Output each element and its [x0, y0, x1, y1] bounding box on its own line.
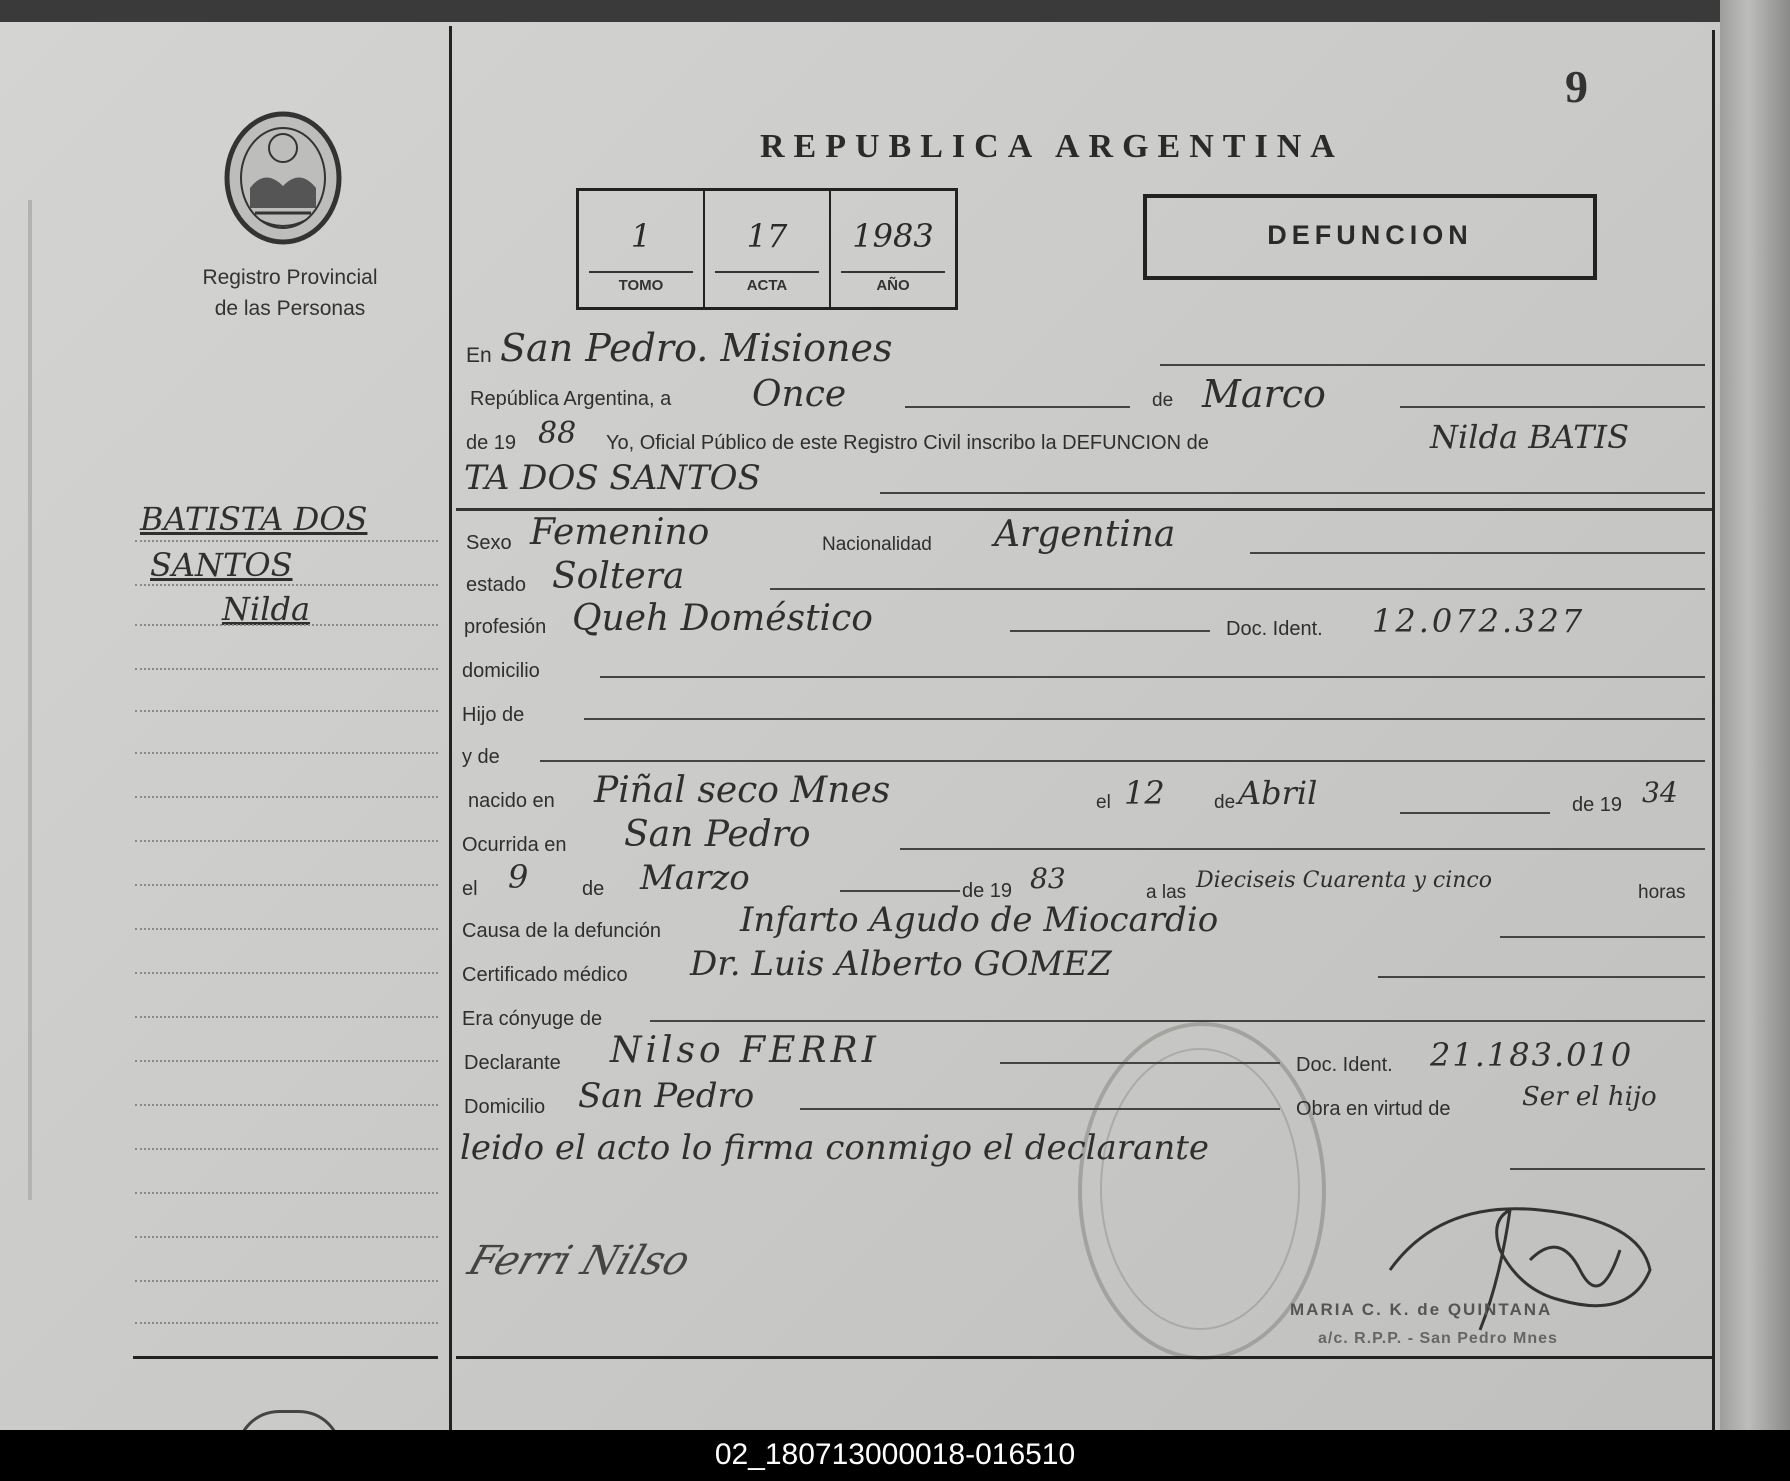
- stub-surname-1: BATISTA DOS: [140, 500, 368, 538]
- death-year-suffix: 83: [1030, 862, 1066, 895]
- label-causa: Causa de la defunción: [462, 920, 662, 942]
- birth-year-suffix: 34: [1642, 776, 1678, 809]
- cause-of-death: Infarto Agudo de Miocardio: [740, 900, 1219, 940]
- registry-box: [576, 188, 958, 310]
- anio-cell: [831, 191, 955, 307]
- sex-value: Femenino: [530, 512, 710, 553]
- book-edge: [1720, 0, 1790, 1430]
- birth-day-value: 12: [1124, 774, 1165, 812]
- anio-value: 1983: [852, 217, 934, 255]
- record-type-box: [1143, 194, 1597, 280]
- label-el-nacido: el: [1096, 792, 1111, 813]
- label-oficial: Yo, Oficial Público de este Registro Civil inscribo la DEFUNCION de: [606, 432, 1209, 454]
- page-fold: [28, 200, 32, 1200]
- label-de-nacido: de: [1214, 792, 1236, 813]
- folio-number: 9: [1565, 61, 1588, 112]
- image-caption: 02_180713000018-016510: [714, 1438, 1076, 1471]
- right-border: [1712, 30, 1715, 1430]
- next-page-crest-icon: [236, 1410, 342, 1430]
- place-of-death: San Pedro: [624, 814, 811, 855]
- birth-month-value: Abril: [1238, 774, 1318, 812]
- tomo-label: TOMO: [618, 277, 664, 294]
- profession-value: Queh Doméstico: [572, 598, 873, 639]
- officer-role: a/c. R.P.P. - San Pedro Mnes: [1318, 1330, 1558, 1347]
- place-of-registration: San Pedro. Misiones: [500, 326, 893, 370]
- label-de-19-def: de 19: [962, 880, 1013, 902]
- office-line-2: de las Personas: [214, 297, 366, 320]
- image-caption-bar: [0, 1430, 1790, 1481]
- label-hijo-de: Hijo de: [462, 704, 525, 726]
- month-of-registration: Marco: [1202, 372, 1326, 416]
- nationality-value: Argentina: [994, 514, 1176, 555]
- label-de-mes: de: [1152, 390, 1174, 411]
- certifying-doctor: Dr. Luis Alberto GOMEZ: [690, 944, 1112, 984]
- declarant-name: Nilso FERRI: [610, 1030, 880, 1071]
- provincial-crest-seal: [220, 108, 346, 248]
- day-in-words: Once: [752, 374, 847, 415]
- acta-cell: [705, 191, 831, 307]
- acta-label: ACTA: [746, 277, 788, 294]
- deceased-name-part1: Nilda BATIS: [1430, 418, 1629, 456]
- top-edge: [0, 0, 1790, 22]
- label-domicilio-decl: Domicilio: [464, 1096, 546, 1118]
- death-day-value: 9: [508, 858, 529, 896]
- acta-value: 17: [746, 217, 788, 255]
- label-profesion: profesión: [464, 616, 547, 638]
- office-name: [140, 262, 440, 324]
- label-republica: República Argentina, a: [470, 388, 672, 410]
- declarant-address: San Pedro: [578, 1076, 755, 1116]
- tomo-cell: [579, 191, 705, 307]
- label-de-19: de 19: [466, 432, 517, 454]
- record-type-label: DEFUNCION: [1267, 220, 1473, 250]
- label-y-de: y de: [462, 746, 500, 768]
- birthplace-value: Piñal seco Mnes: [594, 770, 891, 811]
- declarant-signature: Ferri Nilso: [462, 1238, 696, 1284]
- label-ocurrida-en: Ocurrida en: [462, 834, 567, 856]
- label-horas: horas: [1638, 882, 1686, 903]
- civil-status-value: Soltera: [552, 556, 685, 597]
- officer-name: MARIA C. K. de QUINTANA: [1290, 1300, 1553, 1319]
- death-month-value: Marzo: [640, 858, 750, 898]
- label-de-19-nacido: de 19: [1572, 794, 1623, 816]
- label-en: En: [466, 344, 492, 367]
- section-separator: [456, 508, 1712, 511]
- label-el-def: el: [462, 878, 478, 900]
- label-obra: Obra en virtud de: [1296, 1098, 1451, 1120]
- label-conyuge: Era cónyuge de: [462, 1008, 603, 1030]
- label-nacionalidad: Nacionalidad: [822, 534, 932, 555]
- stub-surname-2: SANTOS: [150, 546, 293, 584]
- registration-year-suffix: 88: [538, 416, 577, 451]
- tomo-value: 1: [630, 217, 652, 255]
- label-doc-ident-decl: Doc. Ident.: [1296, 1054, 1393, 1076]
- country-title: REPUBLICA ARGENTINA: [760, 128, 1344, 165]
- deceased-name-part2: TA DOS SANTOS: [464, 458, 761, 498]
- stub-given-name: Nilda: [222, 590, 311, 628]
- office-line-1: Registro Provincial: [202, 266, 378, 289]
- closing-statement: leido el acto lo firma conmigo el declarante: [460, 1128, 1210, 1168]
- label-domicilio: domicilio: [462, 660, 540, 682]
- anio-label: AÑO: [876, 277, 910, 294]
- label-a-las: a las: [1146, 882, 1187, 903]
- time-of-death: Dieciseis Cuarenta y cinco: [1196, 868, 1492, 893]
- label-doc-ident: Doc. Ident.: [1226, 618, 1323, 640]
- relationship-value: Ser el hijo: [1522, 1082, 1657, 1112]
- label-nacido-en: nacido en: [468, 790, 555, 812]
- declarant-document: 21.183.010: [1430, 1036, 1634, 1074]
- stub-divider: [449, 26, 452, 1430]
- label-de-def: de: [582, 878, 605, 900]
- label-estado: estado: [466, 574, 527, 596]
- document-number: 12.072.327: [1372, 602, 1586, 640]
- label-certificado: Certificado médico: [462, 964, 628, 986]
- label-sexo: Sexo: [466, 532, 512, 554]
- label-declarante: Declarante: [464, 1052, 561, 1074]
